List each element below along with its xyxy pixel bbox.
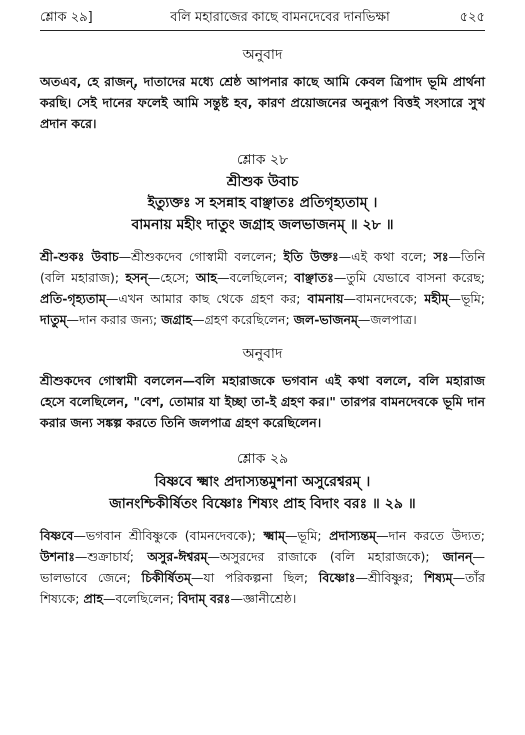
synonym-meaning: —তাঁর শিষ্যকে;: [40, 570, 485, 606]
synonym-term: জানন্: [442, 549, 473, 564]
synonym-term: চিকীর্ষিতম্: [141, 570, 191, 585]
synonym-term: হসন্: [125, 270, 148, 285]
synonym-meaning: —দান করতে উদ্যত;: [376, 528, 485, 543]
synonym-meaning: —শ্রীশুকদেব গোস্বামী বললেন;: [118, 249, 284, 264]
synonym-meaning: —ভূমি;: [285, 528, 330, 543]
synonym-meaning: —জ্ঞানীশ্রেষ্ঠ।: [230, 591, 297, 606]
synonym-term: প্রদাস্যন্তম্: [329, 528, 377, 543]
synonym-term: প্রাহ: [83, 591, 103, 606]
synonym-meaning: —এই কথা বলে;: [338, 249, 434, 264]
synonym-meaning: —শ্রীবিষ্ণুর;: [355, 570, 425, 585]
synonym-term: বামনায়: [307, 291, 344, 306]
header-chapter-title: বলি মহারাজের কাছে বামনদেবের দানভিক্ষা: [170, 10, 390, 25]
synonym-term: শ্রী-শুকঃ উবাচ: [40, 249, 119, 264]
synonym-term: ইতি উক্তঃ: [283, 249, 339, 264]
synonym-term: সঃ: [433, 249, 449, 264]
synonym-term: উশনাঃ: [40, 549, 75, 564]
synonym-meaning: —ভগবান শ্রীবিষ্ণুকে (বামনদেবকে);: [73, 528, 264, 543]
running-header: [40, 0, 485, 31]
synonym-meaning: —শুক্রাচার্য;: [74, 549, 148, 564]
synonym-meaning: —এখন আমার কাছ থেকে গ্রহণ কর;: [105, 291, 308, 306]
synonym-term: ক্ষ্মাম্: [263, 528, 286, 543]
translation-text-28: শ্রীশুকদেব গোস্বামী বললেন—বলি মহারাজকে ভগবান এই কথা বললে, বলি মহারাজ হেসে বলেছিলেন, "বেশ, তোমার যা ইচ্ছা তা-ই গ্রহণ কর।" তারপর বামনদেবকে ভূমি দান করার জন্য সঙ্কল্প করতে তিনি জলপাত্র গ্রহণ করেছিলেন।: [40, 373, 485, 430]
synonym-meaning: —দান করার জন্য;: [66, 312, 162, 327]
translation-heading-27: অনুবাদ: [242, 47, 283, 63]
verse-28-line-2: বামনায় মহীং দাতুং জগ্রাহ জলভাজনম্ ॥ ২৮ ॥: [131, 217, 394, 233]
synonym-term: মহীম্: [424, 291, 449, 306]
verse-28-line-1: ইত্যুক্তঃ স হসন্নাহ বাঞ্ছাতঃ প্রতিগৃহ্যতাম্ ।: [147, 195, 378, 211]
verse-29-synonyms: [40, 525, 485, 609]
verse-29-line-2: জানংশ্চিকীর্ষিতং বিষ্ণোঃ শিষ্যং প্রাহ বিদাং বরঃ ॥ ২৯ ॥: [109, 496, 416, 512]
page-number: ৫২৫: [459, 10, 485, 25]
synonym-meaning: —বলেছিলেন;: [102, 591, 178, 606]
synonym-term: বিষ্ণোঃ: [318, 570, 356, 585]
synonym-meaning: —তিনি (বলি মহারাজ);: [40, 249, 485, 285]
synonym-meaning: —ভূমি;: [448, 291, 485, 306]
verse-28-title: শ্লোক ২৮: [236, 152, 289, 168]
verse-28-speaker: শ্রীশুক উবাচ: [226, 174, 299, 190]
header-verse-ref: শ্লোক ২৯]: [40, 10, 93, 25]
synonym-meaning: —অসুরদের রাজাকে (বলি মহারাজকে);: [207, 549, 443, 564]
synonym-meaning: —জলপাত্র।: [357, 312, 417, 327]
synonym-term: জগ্রাহ: [161, 312, 192, 327]
translation-text-27: অতএব, হে রাজন্, দাতাদের মধ্যে শ্রেষ্ঠ আপনার কাছে আমি কেবল ত্রিপাদ ভূমি প্রার্থনা করছি। সেই দানের ফলেই আমি সন্তুষ্ট হব, কারণ প্রয়োজনের অনুরূপ বিত্তই সংসারে সুখ প্রদান করে।: [40, 74, 485, 131]
synonym-term: শিষ্যম্: [424, 570, 453, 585]
verse-29-title: শ্লোক ২৯: [236, 451, 289, 467]
verse-29-line-1: বিষ্ণবে ক্ষ্মাং প্রদাস্যন্তমুশনা অসুরেশ্বরম্ ।: [154, 474, 371, 490]
synonym-meaning: —ভালভাবে জেনে;: [40, 549, 485, 585]
synonym-meaning: —বলেছিলেন;: [216, 270, 295, 285]
synonym-term: জল-ভাজনম্: [293, 312, 358, 327]
synonym-term: দাতুম্: [40, 312, 67, 327]
synonym-term: অসুর-ঈশ্বরম্: [147, 549, 208, 564]
synonym-meaning: —হেসে;: [147, 270, 196, 285]
synonym-meaning: —বামনদেবকে;: [343, 291, 425, 306]
synonym-meaning: —গ্রহণ করেছিলেন;: [191, 312, 294, 327]
translation-heading-28: অনুবাদ: [242, 346, 283, 362]
verse-28-synonyms: [40, 246, 485, 330]
synonym-term: বাঞ্ছাতঃ: [294, 270, 334, 285]
synonym-meaning: —যা পরিকল্পনা ছিল;: [190, 570, 319, 585]
synonym-meaning: —তুমি যেভাবে বাসনা করেছ;: [333, 270, 485, 285]
synonym-term: প্রতি-গৃহ্যতাম্: [40, 291, 106, 306]
synonym-term: বিদাম্ বরঃ: [177, 591, 231, 606]
synonym-term: বিষ্ণবে: [40, 528, 74, 543]
synonym-term: আহ: [195, 270, 217, 285]
